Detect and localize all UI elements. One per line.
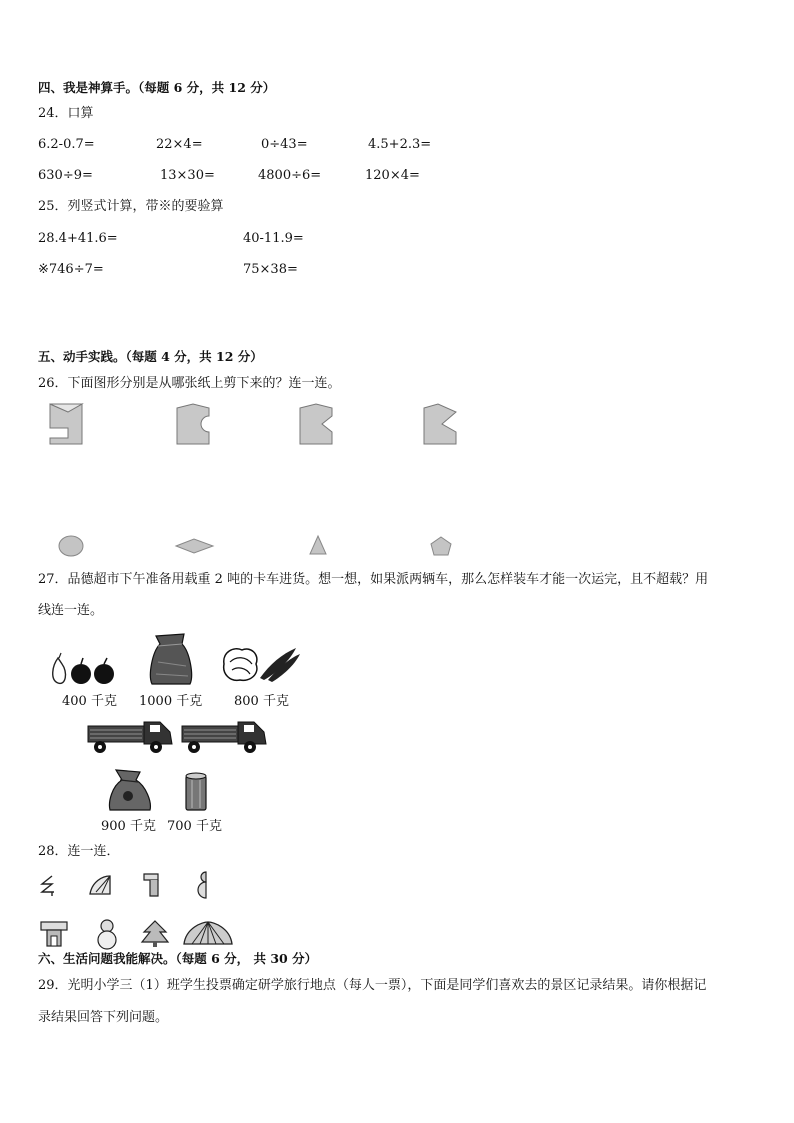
barrel-icon [184,772,210,812]
half-tree-icon [40,874,58,898]
q29-line2: 录结果回答下列问题。 [38,1010,169,1025]
oral-calc-item: 630÷9= [38,168,93,183]
oral-calc-item: 0÷43= [261,137,308,152]
goods-label: 1000 千克 [139,694,203,709]
paper-pentagon-cut-icon [422,402,458,446]
goods-label: 900 千克 [101,819,156,834]
q29-line1: 29．光明小学三（1）班学生投票确定研学旅行地点（每人一票），下面是同学们喜欢去的景区记录结果。请你根据记 [38,978,707,993]
paper-circle-cut-icon [175,402,211,446]
q27-title-line2: 线连一连。 [38,603,104,618]
vertical-calc-item: 75×38= [243,262,298,277]
sack-icon [148,632,194,686]
house-icon [40,920,68,948]
goods-label: 400 千克 [62,694,117,709]
half-snowman-icon [196,870,210,900]
oral-calc-item: 4.5+2.3= [368,137,432,152]
paper-triangle-cut-icon [48,402,84,446]
half-house-icon [142,872,162,898]
tree-icon [140,920,170,948]
circle-icon [58,535,86,559]
section-5-heading: 五、动手实践。（每题 4 分，共 12 分） [38,349,263,364]
truck-icon [86,716,174,756]
q27-title-line1: 27．品德超市下午准备用载重 2 吨的卡车进货。想一想，如果派两辆车，那么怎样装车才能一次运完，且不超载？用 [38,572,709,587]
oral-calc-item: 22×4= [156,137,203,152]
truck-icon [180,716,268,756]
q26-title: 26．下面图形分别是从哪张纸上剪下来的？连一连。 [38,376,341,391]
goods-label: 700 千克 [167,819,222,834]
oral-calc-item: 120×4= [365,168,420,183]
oral-calc-item: 4800÷6= [258,168,322,183]
pentagon-icon [430,536,454,558]
vertical-calc-item: 28.4+41.6= [38,231,118,246]
q28-title: 28．连一连． [38,844,120,859]
q24-title: 24．口算 [38,106,94,121]
oral-calc-item: 6.2-0.7= [38,137,95,152]
oral-calc-item: 13×30= [160,168,215,183]
paper-diamond-cut-icon [298,402,334,446]
q25-title: 25．列竖式计算，带※的要验算 [38,199,224,214]
section-4-heading: 四、我是神算手。（每题 6 分，共 12 分） [38,80,276,95]
section-6-heading: 六、生活问题我能解决。（每题 6 分， 共 30 分） [38,951,318,966]
half-umbrella-icon [88,874,114,898]
bag-icon [106,768,154,812]
diamond-icon [175,538,215,556]
snowman-icon [96,918,118,950]
triangle-icon [309,535,329,557]
vegetables-icon [220,644,302,684]
goods-label: 800 千克 [234,694,289,709]
umbrella-icon [182,920,234,948]
vertical-calc-item: ※746÷7= [38,262,104,277]
fruit-icon [48,652,120,686]
vertical-calc-item: 40-11.9= [243,231,304,246]
